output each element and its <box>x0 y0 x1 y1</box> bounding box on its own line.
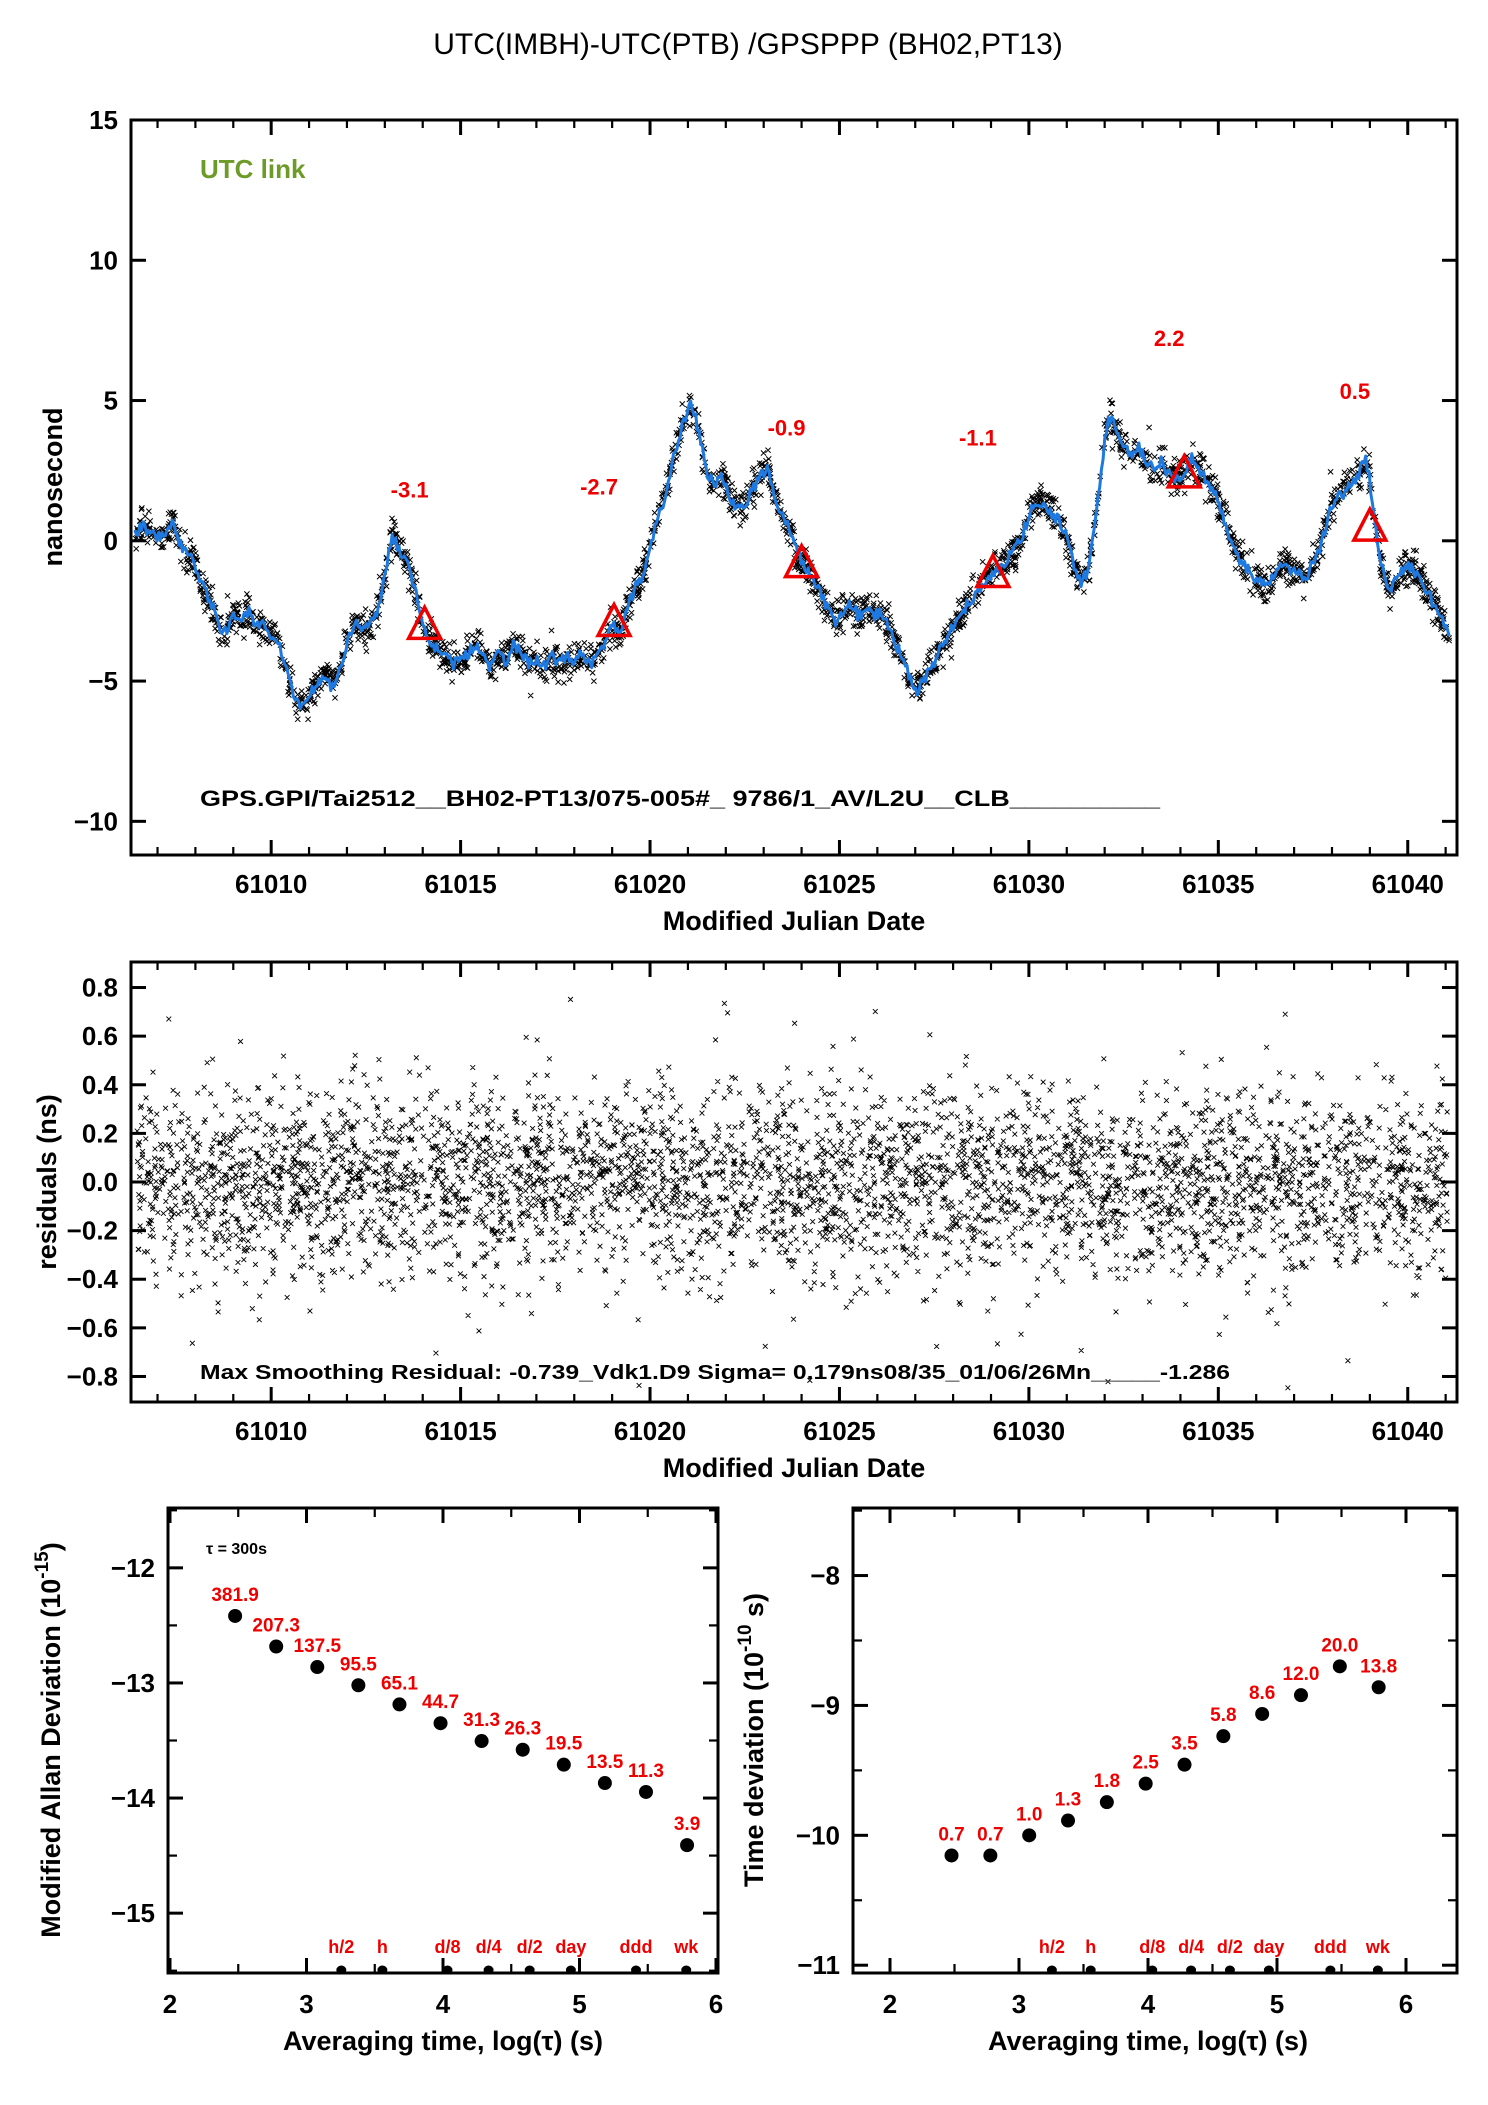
svg-text:5.8: 5.8 <box>1210 1705 1237 1727</box>
time-mark-dot <box>1147 1966 1157 1975</box>
svg-text:44.7: 44.7 <box>422 1692 460 1714</box>
svg-text:d/4: d/4 <box>1178 1937 1205 1957</box>
svg-text:20.0: 20.0 <box>1321 1635 1359 1657</box>
tdev-panel-point <box>983 1848 997 1862</box>
calibration-triangle <box>1354 509 1386 540</box>
mdev-panel-axis-label: Modified Allan Deviation $(10^{-15})$ <box>32 1542 66 1938</box>
mdev-panel-point <box>598 1776 612 1790</box>
svg-text:-1.1: -1.1 <box>958 425 997 451</box>
svg-text:26.3: 26.3 <box>504 1718 542 1740</box>
svg-text:−0.4: −0.4 <box>66 1264 118 1295</box>
svg-text:95.5: 95.5 <box>339 1654 377 1676</box>
svg-text:d/8: d/8 <box>1139 1937 1166 1957</box>
svg-text:day: day <box>555 1937 587 1957</box>
svg-text:0.8: 0.8 <box>81 972 118 1003</box>
time-mark-dot <box>1264 1966 1274 1975</box>
time-mark-dot <box>1186 1966 1196 1975</box>
svg-text:6: 6 <box>708 1989 724 2019</box>
svg-text:1.0: 1.0 <box>1015 1804 1043 1826</box>
tau-annotation: τ = 300s <box>206 1541 267 1558</box>
svg-text:−15: −15 <box>110 1898 155 1929</box>
svg-text:19.5: 19.5 <box>545 1733 583 1755</box>
mdev-panel-point <box>310 1660 324 1674</box>
mdev-panel-point <box>269 1640 283 1654</box>
time-mark-dot <box>377 1966 387 1975</box>
svg-text:5: 5 <box>572 1989 587 2019</box>
tdev-panel-point <box>1294 1688 1308 1702</box>
time-mark-dot <box>566 1966 576 1975</box>
svg-text:15: 15 <box>89 105 118 135</box>
svg-text:d/2: d/2 <box>516 1937 543 1957</box>
svg-text:h: h <box>376 1937 388 1957</box>
svg-text:381.9: 381.9 <box>211 1584 259 1606</box>
svg-text:ddd: ddd <box>1313 1937 1347 1957</box>
svg-text:61040: 61040 <box>1371 1416 1444 1446</box>
svg-text:11.3: 11.3 <box>628 1760 664 1782</box>
top-footer-label: GPS.GPI/Tai2512__BH02-PT13/075-005#_ 9786/1_AV/L2U__CLB__________ <box>200 786 1161 811</box>
time-mark-dot <box>1086 1966 1096 1975</box>
svg-text:−5: −5 <box>88 666 118 697</box>
svg-text:31.3: 31.3 <box>463 1710 501 1732</box>
svg-text:61025: 61025 <box>803 1416 876 1446</box>
svg-text:65.1: 65.1 <box>380 1673 418 1695</box>
svg-text:-3.1: -3.1 <box>390 477 429 503</box>
svg-text:61030: 61030 <box>992 1416 1066 1446</box>
svg-text:−13: −13 <box>110 1667 155 1698</box>
time-mark-dot <box>484 1966 494 1975</box>
tdev-panel-point <box>1255 1707 1269 1721</box>
svg-text:2: 2 <box>882 1989 898 2019</box>
svg-text:h/2: h/2 <box>1038 1937 1065 1957</box>
time-mark-dot <box>1225 1966 1235 1975</box>
time-mark-dot <box>631 1966 641 1975</box>
svg-text:ddd: ddd <box>619 1937 653 1957</box>
mdev-panel-point <box>557 1758 571 1772</box>
mjd-axis-label-top: Modified Julian Date <box>662 906 926 936</box>
svg-text:61010: 61010 <box>235 869 308 899</box>
svg-text:h: h <box>1085 1937 1097 1957</box>
svg-text:61010: 61010 <box>235 1416 308 1446</box>
svg-text:d/2: d/2 <box>1216 1937 1243 1957</box>
svg-text:−0.8: −0.8 <box>66 1361 118 1392</box>
time-mark-dot <box>681 1966 691 1975</box>
top-panel <box>74 105 1457 899</box>
svg-text:61035: 61035 <box>1182 1416 1255 1446</box>
svg-text:4: 4 <box>1140 1989 1156 2019</box>
time-mark-dot <box>1325 1966 1335 1975</box>
averaging-time-label-right: Averaging time, log(τ) (s) <box>987 2026 1309 2056</box>
mdev-panel-point <box>228 1609 242 1623</box>
residuals-axis-label: residuals (ns) <box>32 1094 62 1270</box>
svg-text:2: 2 <box>162 1989 178 2019</box>
svg-text:207.3: 207.3 <box>252 1615 300 1637</box>
mdev-panel-point <box>516 1743 530 1757</box>
svg-text:61035: 61035 <box>1182 869 1255 899</box>
svg-text:1.3: 1.3 <box>1054 1789 1082 1811</box>
utc-link-label: UTC link <box>200 154 306 184</box>
time-mark-dot <box>525 1966 535 1975</box>
svg-text:61025: 61025 <box>803 869 876 899</box>
svg-text:day: day <box>1253 1937 1285 1957</box>
time-mark-dot <box>336 1966 346 1975</box>
svg-text:5: 5 <box>103 385 118 416</box>
chart-title: UTC(IMBH)-UTC(PTB) /GPSPPP (BH02,PT13) <box>433 28 1063 61</box>
averaging-time-label-left: Averaging time, log(τ) (s) <box>282 2026 604 2056</box>
svg-text:61030: 61030 <box>992 869 1066 899</box>
mdev-panel-point <box>351 1678 365 1692</box>
mdev-panel-point <box>639 1785 653 1799</box>
svg-text:61020: 61020 <box>613 1416 687 1446</box>
svg-text:13.8: 13.8 <box>1360 1656 1398 1678</box>
mdev-panel-point <box>392 1697 406 1711</box>
mdev-panel-point <box>434 1716 448 1730</box>
svg-text:6: 6 <box>1398 1989 1414 2019</box>
tdev-panel-point <box>945 1848 959 1862</box>
time-mark-dot <box>1373 1966 1383 1975</box>
noise-band-markers <box>133 393 1452 722</box>
svg-text:61020: 61020 <box>613 869 687 899</box>
svg-text:−9: −9 <box>810 1690 840 1721</box>
svg-text:0.6: 0.6 <box>81 1021 118 1052</box>
svg-text:13.5: 13.5 <box>586 1752 624 1774</box>
svg-text:0.0: 0.0 <box>81 1167 118 1197</box>
svg-text:−0.2: −0.2 <box>66 1215 118 1246</box>
svg-text:10: 10 <box>89 245 118 276</box>
svg-text:−0.6: −0.6 <box>66 1312 118 1343</box>
utc-link-curve <box>135 401 1449 709</box>
svg-text:d/8: d/8 <box>434 1937 461 1957</box>
svg-text:0.7: 0.7 <box>977 1824 1004 1846</box>
time-mark-dot <box>443 1966 453 1975</box>
svg-text:-2.7: -2.7 <box>580 474 619 500</box>
svg-text:3.5: 3.5 <box>1171 1733 1198 1755</box>
tdev-panel <box>735 1508 1457 2019</box>
svg-text:wk: wk <box>674 1937 699 1957</box>
svg-text:2.2: 2.2 <box>1153 325 1185 351</box>
nanosecond-axis-label: nanosecond <box>38 407 68 567</box>
tdev-panel-point <box>1216 1729 1230 1743</box>
svg-text:h/2: h/2 <box>328 1937 355 1957</box>
tdev-panel-point <box>1061 1814 1075 1828</box>
svg-text:137.5: 137.5 <box>293 1636 342 1658</box>
svg-text:5: 5 <box>1269 1989 1285 2019</box>
tdev-panel-point <box>1178 1758 1192 1772</box>
svg-text:2.5: 2.5 <box>1132 1752 1159 1774</box>
mdev-panel <box>32 1508 723 2019</box>
svg-text:−11: −11 <box>797 1950 840 1981</box>
svg-text:3: 3 <box>299 1989 314 2019</box>
svg-text:0: 0 <box>103 525 118 556</box>
svg-text:8.6: 8.6 <box>1248 1682 1276 1704</box>
svg-text:0.7: 0.7 <box>938 1824 965 1846</box>
mdev-panel-point <box>475 1734 489 1748</box>
svg-text:d/4: d/4 <box>475 1937 502 1957</box>
tdev-panel-point <box>1372 1680 1386 1694</box>
svg-text:61040: 61040 <box>1371 869 1444 899</box>
svg-text:−10: −10 <box>795 1820 840 1851</box>
svg-text:1.8: 1.8 <box>1093 1771 1121 1793</box>
svg-text:0.5: 0.5 <box>1339 379 1371 405</box>
time-mark-dot <box>1047 1966 1057 1975</box>
svg-text:0.2: 0.2 <box>81 1118 118 1149</box>
svg-text:0.4: 0.4 <box>81 1069 118 1100</box>
svg-text:wk: wk <box>1365 1937 1390 1957</box>
svg-text:−12: −12 <box>110 1552 155 1583</box>
tdev-panel-point <box>1139 1777 1153 1791</box>
svg-text:4: 4 <box>435 1989 451 2019</box>
svg-text:61015: 61015 <box>424 1416 497 1446</box>
svg-text:61015: 61015 <box>424 869 497 899</box>
svg-text:3: 3 <box>1011 1989 1027 2019</box>
tdev-panel-point <box>1022 1828 1036 1842</box>
svg-text:-0.9: -0.9 <box>767 415 806 441</box>
svg-text:12.0: 12.0 <box>1282 1664 1320 1686</box>
svg-text:−10: −10 <box>73 806 118 837</box>
svg-text:−14: −14 <box>110 1783 155 1814</box>
tdev-panel-axis-label: Time deviation ($10^{-10}$ s) <box>735 1592 769 1888</box>
mjd-axis-label-middle: Modified Julian Date <box>662 1453 926 1483</box>
generated-plot-layers <box>32 105 1457 2019</box>
tdev-panel-point <box>1333 1659 1347 1673</box>
tdev-panel-point <box>1100 1795 1114 1809</box>
svg-text:3.9: 3.9 <box>673 1814 701 1836</box>
residuals-scatter-points <box>135 997 1450 1390</box>
svg-text:−8: −8 <box>810 1560 840 1591</box>
mdev-panel-point <box>680 1838 694 1852</box>
smoothing-note-label: Max Smoothing Residual: -0.739_Vdk1.D9 Sigma= 0.179ns08/35_01/06/26Mn_____-1.286 <box>200 1362 1230 1384</box>
